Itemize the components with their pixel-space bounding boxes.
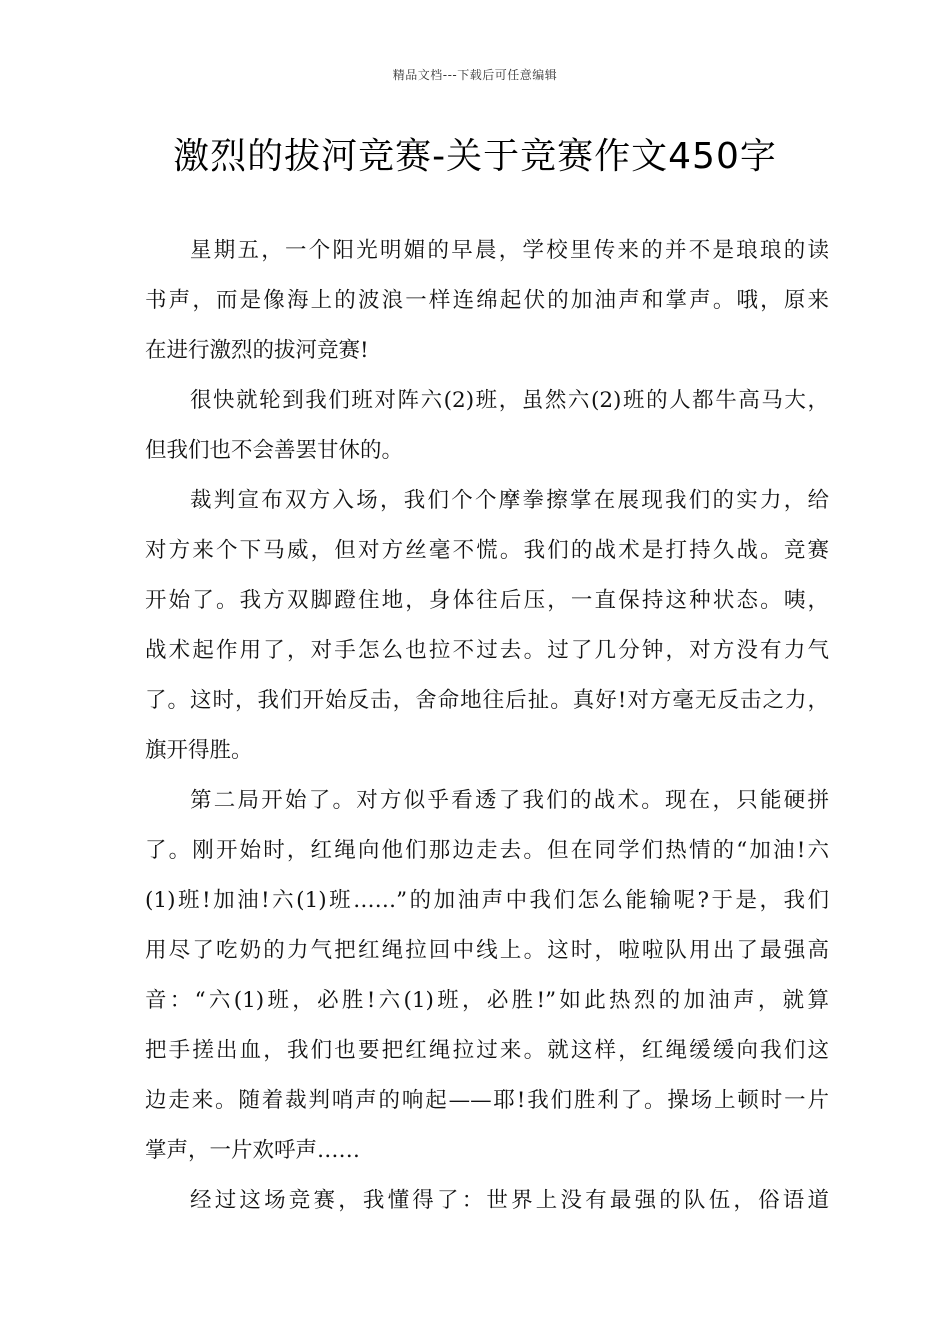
paragraph-4-line-4: 用尽了吃奶的力气把红绳拉回中线上。这时，啦啦队用出了最强高	[145, 938, 829, 963]
paragraph-3-line-6: 旗开得胜。	[145, 738, 253, 763]
header-note: 精品文档---下载后可任意编辑	[392, 68, 558, 82]
article-body	[145, 226, 829, 1226]
paragraph-4-line-7: 边走来。随着裁判哨声的响起——耶!我们胜利了。操场上顿时一片	[145, 1088, 829, 1113]
document-title: 激烈的拔河竞赛-关于竞赛作文450字	[173, 136, 777, 177]
paragraph-4-line-8: 掌声，一片欢呼声……	[145, 1138, 361, 1163]
paragraph-3-line-1: 裁判宣布双方入场，我们个个摩拳擦掌在展现我们的实力，给	[190, 488, 829, 513]
paragraph-1-line-2: 书声，而是像海上的波浪一样连绵起伏的加油声和掌声。哦，原来	[145, 288, 829, 313]
paragraph-3-line-4: 战术起作用了，对手怎么也拉不过去。过了几分钟，对方没有力气	[145, 638, 829, 663]
paragraph-2-line-2: 但我们也不会善罢甘休的。	[145, 438, 404, 463]
paragraph-5-line-1: 经过这场竞赛，我懂得了：世界上没有最强的队伍，俗语道	[190, 1188, 829, 1213]
paragraph-2-line-1: 很快就轮到我们班对阵六(2)班，虽然六(2)班的人都牛高马大，	[190, 388, 829, 413]
paragraph-4-line-1: 第二局开始了。对方似乎看透了我们的战术。现在，只能硬拼	[190, 788, 829, 813]
paragraph-1-line-3: 在进行激烈的拔河竞赛!	[145, 338, 369, 363]
paragraph-3-line-2: 对方来个下马威，但对方丝毫不慌。我们的战术是打持久战。竞赛	[145, 538, 829, 563]
paragraph-4-line-5: 音：“六(1)班，必胜!六(1)班，必胜!”如此热烈的加油声，就算	[145, 988, 829, 1013]
paragraph-4-line-3: (1)班!加油!六(1)班……”的加油声中我们怎么能输呢?于是，我们	[145, 888, 829, 913]
paragraph-4-line-6: 把手搓出血，我们也要把红绳拉过来。就这样，红绳缓缓向我们这	[145, 1038, 829, 1063]
paragraph-3-line-3: 开始了。我方双脚蹬住地，身体往后压，一直保持这种状态。咦，	[145, 588, 829, 613]
paragraph-3-line-5: 了。这时，我们开始反击，舍命地往后扯。真好!对方毫无反击之力，	[145, 688, 829, 713]
paragraph-1-line-1: 星期五，一个阳光明媚的早晨，学校里传来的并不是琅琅的读	[190, 238, 829, 263]
paragraph-4-line-2: 了。刚开始时，红绳向他们那边走去。但在同学们热情的“加油!六	[145, 838, 829, 863]
